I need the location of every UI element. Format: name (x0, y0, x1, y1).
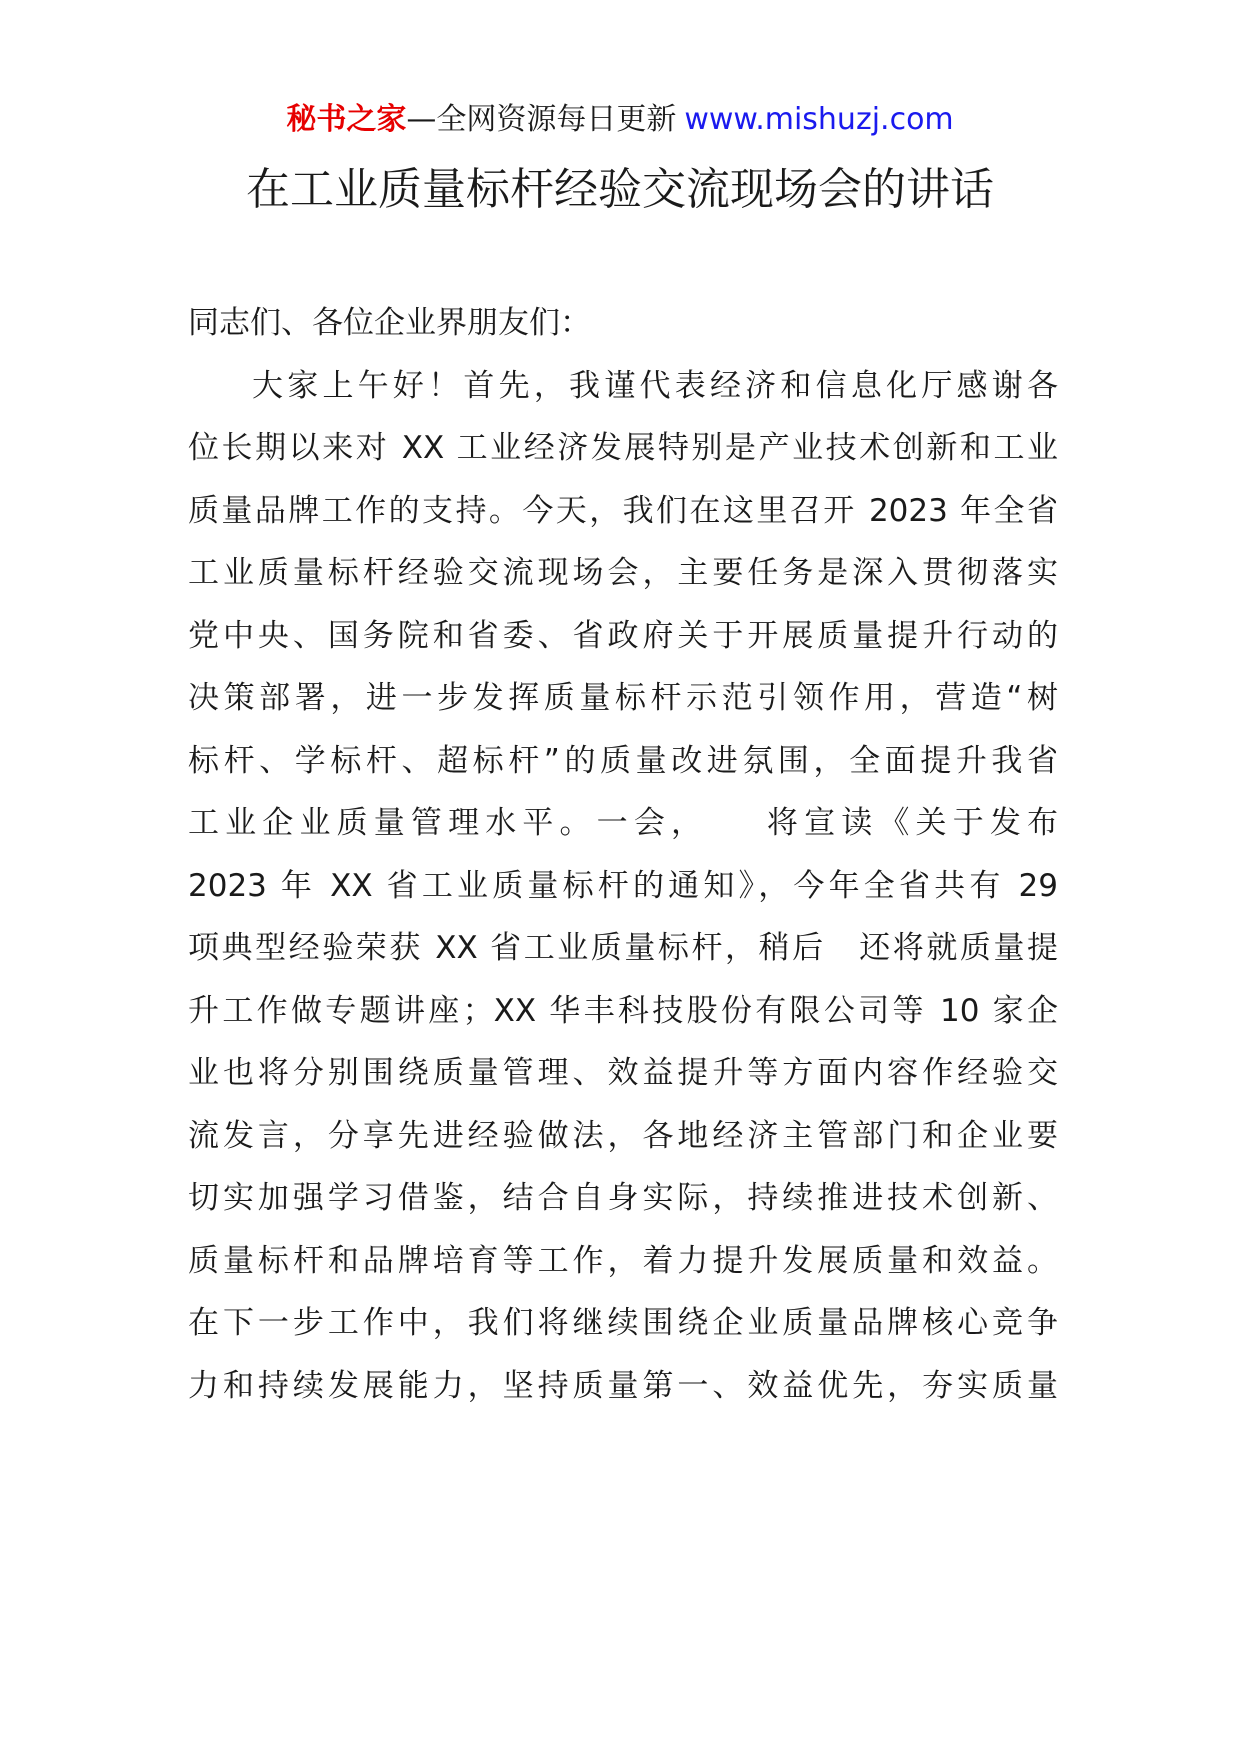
body-line: 升工作做专题讲座；XX 华丰科技股份有限公司等 10 家企 (188, 992, 1058, 1029)
body-line: 力和持续发展能力，坚持质量第一、效益优先，夯实质量 (188, 1367, 1058, 1404)
document-title: 在工业质量标杆经验交流现场会的讲话 (246, 164, 994, 215)
body-line: 流发言，分享先进经验做法，各地经济主管部门和企业要 (188, 1117, 1058, 1154)
site-header (0, 100, 1240, 140)
salutation: 同志们、各位企业界朋友们： (188, 305, 591, 341)
document-body (188, 292, 1058, 1417)
body-line: 业也将分别围绕质量管理、效益提升等方面内容作经验交 (188, 1055, 1058, 1091)
body-line: 大家上午好！首先，我谨代表经济和信息化厅感谢各 (252, 367, 1058, 404)
brand-name: 秘书之家 (286, 102, 407, 137)
body-line: 项典型经验荣获 XX 省工业质量标杆，稍后 还将就质量提 (188, 930, 1058, 966)
site-url-link[interactable]: www.mishuzj.com (684, 102, 954, 137)
body-line: 2023 年 XX 省工业质量标杆的通知》，今年全省共有 29 (188, 867, 1058, 904)
body-line: 决策部署，进一步发挥质量标杆示范引领作用，营造“树 (188, 680, 1058, 716)
body-line: 党中央、国务院和省委、省政府关于开展质量提升行动的 (188, 617, 1058, 654)
body-line: 质量标杆和品牌培育等工作，着力提升发展质量和效益。 (188, 1242, 1058, 1279)
body-line: 质量品牌工作的支持。今天，我们在这里召开 2023 年全省 (188, 492, 1058, 529)
body-line: 标杆、学标杆、超标杆”的质量改进氛围，全面提升我省 (188, 742, 1058, 779)
body-line: 工业质量标杆经验交流现场会，主要任务是深入贯彻落实 (188, 555, 1058, 591)
body-line: 位长期以来对 XX 工业经济发展特别是产业技术创新和工业 (188, 430, 1058, 466)
body-line: 切实加强学习借鉴，结合自身实际，持续推进技术创新、 (188, 1180, 1058, 1216)
body-line: 工业企业质量管理水平。一会， 将宣读《关于发布 (188, 805, 1058, 841)
site-slogan: —全网资源每日更新 (406, 102, 677, 137)
body-line: 在下一步工作中，我们将继续围绕企业质量品牌核心竞争 (188, 1305, 1058, 1341)
